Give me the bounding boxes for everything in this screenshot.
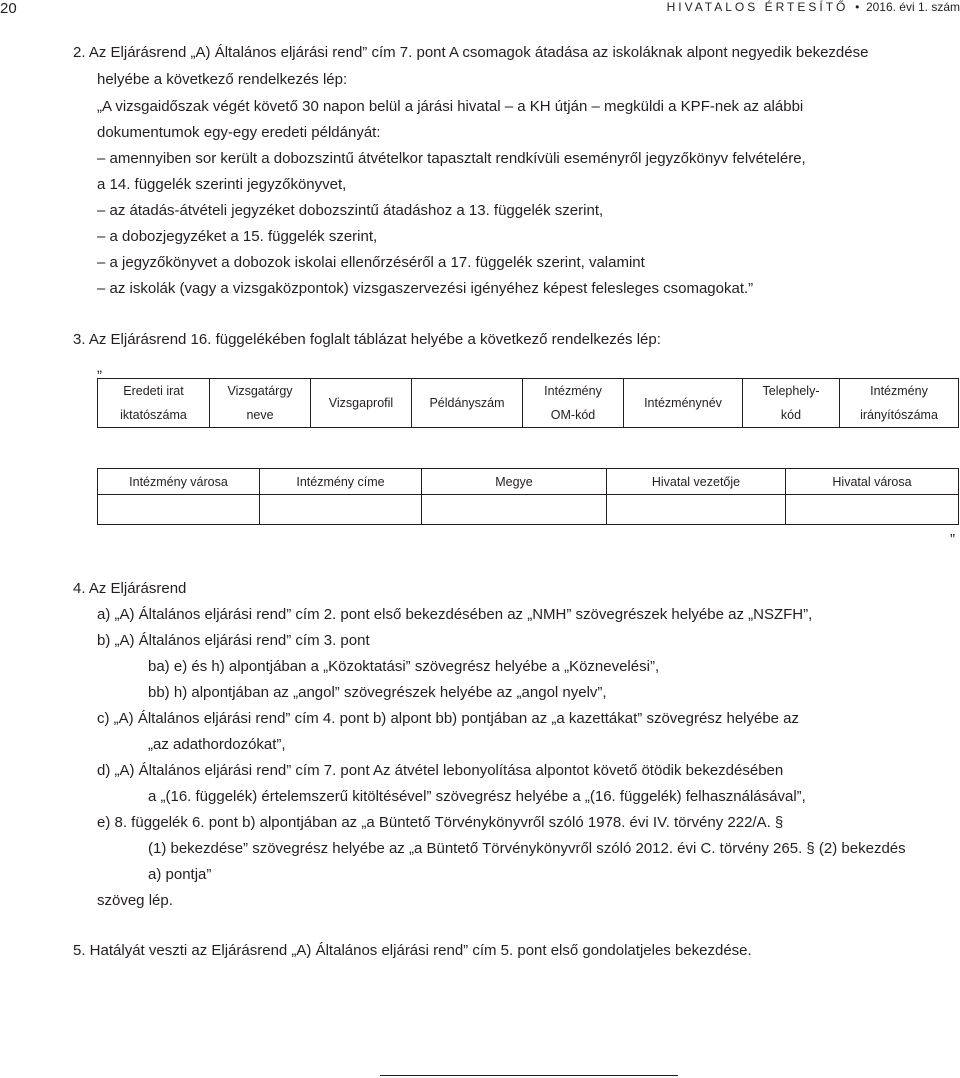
- section-2-line-5: – amennyiben sor került a dobozszintű átvételkor tapasztalt rendkívüli eseményről jegyzőkönyv felvételére,: [97, 150, 806, 167]
- section-4-heading: 4. Az Eljárásrend: [73, 580, 187, 597]
- col-header-om-kod: Intézmény OM-kód: [523, 379, 624, 428]
- col-header-megye: Megye: [422, 469, 607, 495]
- section-2-line-2: helyébe a következő rendelkezés lép:: [97, 71, 348, 88]
- section-2-line-9: – a jegyzőkönyvet a dobozok iskolai ellenőrzéséről a 17. függelék szerint, valamint: [97, 254, 645, 271]
- closing-quote: ”: [950, 531, 955, 548]
- section-2-line-4: dokumentumok egy-egy eredeti példányát:: [97, 124, 381, 141]
- empty-cell: [607, 495, 786, 525]
- empty-cell: [422, 495, 607, 525]
- bullet-separator: •: [855, 0, 860, 14]
- section-2-line-10: – az iskolák (vagy a vizsgaközpontok) vizsgaszervezési igényéhez képest felesleges csomagokat.”: [97, 280, 754, 297]
- running-title: [667, 0, 960, 14]
- item-d-line-2: a „(16. függelék) értelemszerű kitöltésével” szövegrész helyébe a „(16. függelék) felhasználásával”,: [148, 788, 806, 805]
- col-header-telephelykod: Telephely- kód: [743, 379, 840, 428]
- section-2-line-8: – a dobozjegyzéket a 15. függelék szerint,: [97, 228, 378, 245]
- item-b: b) „A) Általános eljárási rend” cím 3. pont: [97, 632, 370, 649]
- col-header-iranyitoszam: Intézmény irányítószáma: [840, 379, 959, 428]
- issue-label: 2016. évi 1. szám: [865, 0, 960, 14]
- col-header-vizsgatargy: Vizsgatárgy neve: [210, 379, 311, 428]
- item-a: a) „A) Általános eljárási rend” cím 2. pont első bekezdésében az „NMH” szövegrészek helyébe az „NSZFH”,: [97, 606, 813, 623]
- running-header: [0, 0, 960, 22]
- col-header-cim: Intézmény címe: [260, 469, 422, 495]
- institution-table: [97, 468, 959, 525]
- section-2-line-3: „A vizsgaidőszak végét követő 30 napon belül a járási hivatal – a KH útján – megküldi a KPF-nek az alábbi: [97, 98, 804, 115]
- section-4-closing: szöveg lép.: [97, 892, 173, 909]
- empty-cell: [260, 495, 422, 525]
- col-header-vizsgaprofil: Vizsgaprofil: [311, 379, 412, 428]
- col-header-peldanyszam: Példányszám: [412, 379, 523, 428]
- journal-title: HIVATALOS ÉRTESÍTŐ: [666, 0, 849, 14]
- item-bb: bb) h) alpontjában az „angol” szövegrészek helyébe az „angol nyelv”,: [148, 684, 607, 701]
- col-header-hivatal-varosa: Hivatal városa: [786, 469, 959, 495]
- footer-rule: [380, 1075, 678, 1076]
- item-e-line-2: (1) bekezdése” szövegrész helyébe az „a Büntető Törvénykönyvről szóló 2012. évi C. törvény 265. § (2) bekezdés: [148, 840, 906, 857]
- empty-cell: [98, 495, 260, 525]
- opening-quote: „: [97, 359, 102, 376]
- col-header-iktatoszam: Eredeti irat iktatószáma: [98, 379, 210, 428]
- register-table: [97, 378, 959, 428]
- page-number: 20: [0, 0, 17, 17]
- section-2-line-6: a 14. függelék szerinti jegyzőkönyvet,: [97, 176, 347, 193]
- col-header-hivatal-vezetoje: Hivatal vezetője: [607, 469, 786, 495]
- section-3-heading: 3. Az Eljárásrend 16. függelékében foglalt táblázat helyébe a következő rendelkezés lép:: [73, 331, 661, 348]
- item-e-line-1: e) 8. függelék 6. pont b) alpontjában az „a Büntető Törvénykönyvről szóló 1978. évi IV. törvény 222/A. §: [97, 814, 784, 831]
- item-c-line-2: „az adathordozókat”,: [148, 736, 286, 753]
- section-2-line-7: – az átadás-átvételi jegyzéket dobozszintű átadáshoz a 13. függelék szerint,: [97, 202, 604, 219]
- section-5: 5. Hatályát veszti az Eljárásrend „A) Általános eljárási rend” cím 5. pont első gondolatjeles bekezdése.: [73, 942, 752, 959]
- item-c-line-1: c) „A) Általános eljárási rend” cím 4. pont b) alpont bb) pontjában az „a kazettákat” szövegrész helyébe az: [97, 710, 800, 727]
- item-e-line-3: a) pontja”: [148, 866, 212, 883]
- item-ba: ba) e) és h) alpontjában a „Közoktatási” szövegrész helyébe a „Köznevelési”,: [148, 658, 660, 675]
- empty-cell: [786, 495, 959, 525]
- col-header-intezmenynev: Intézménynév: [624, 379, 743, 428]
- col-header-varos: Intézmény városa: [98, 469, 260, 495]
- section-2-line-1: 2. Az Eljárásrend „A) Általános eljárási rend” cím 7. pont A csomagok átadása az iskoláknak alpont negyedik bekezdése: [73, 44, 869, 61]
- item-d-line-1: d) „A) Általános eljárási rend” cím 7. pont Az átvétel lebonyolítása alpontot követő ötödik bekezdésében: [97, 762, 784, 779]
